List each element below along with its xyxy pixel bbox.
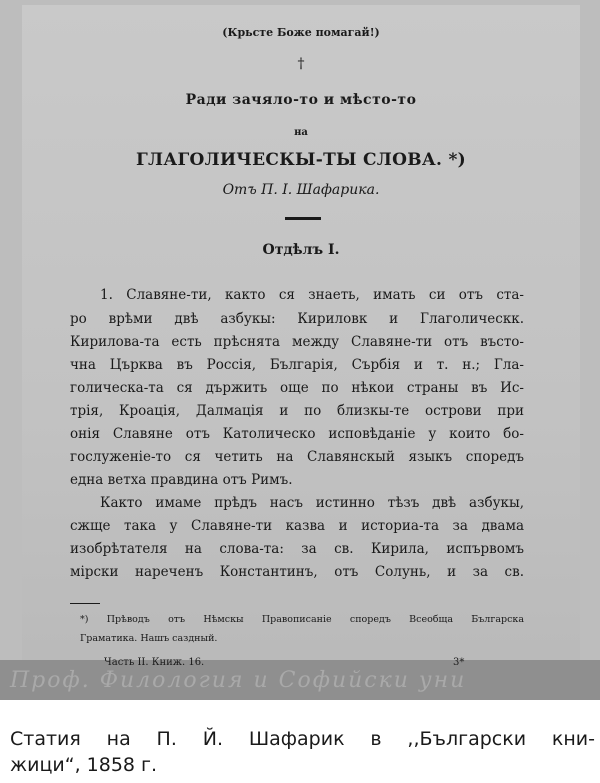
body-line: 1. Славяне-ти, както ся знаеть, имать си отъ ста- [100, 287, 524, 303]
body-line: сжще така у Славяне-ти казва и историа-та за двама [70, 518, 524, 534]
body-line: Кирилова-та есть прѣснята между Славяне-ти отъ въсто- [70, 334, 524, 350]
printer-signature: Часть II. Книж. 16. [104, 657, 205, 668]
body-line: онія Славяне отъ Католическо исповѣданіе у които бо- [70, 426, 524, 442]
article-title-connector: на [294, 127, 308, 138]
body-line: Както имаме прѣдъ насъ истинно тѣзъ двѣ азбукы, [100, 495, 524, 511]
cross-symbol: † [297, 56, 305, 72]
body-line: мірски нареченъ Константинъ, отъ Солунь, и за св. [70, 564, 524, 580]
body-line: гослуженіе-то ся четить на Славянскый языкъ споредъ [70, 449, 524, 465]
signature-mark: 3* [453, 657, 465, 668]
body-line: изобрѣтателя на слова-та: за св. Кирила, испървомъ [70, 541, 524, 557]
figure-caption-line1: Статия на П. Й. Шафарик в ,,Български кни- [10, 728, 595, 750]
body-line: ро врѣми двѣ азбукы: Кириловк и Глаголическк. [70, 311, 524, 327]
motto: (Крьсте Боже помагай!) [222, 26, 380, 39]
article-title-line1: Ради зачяло-то и мѣсто-то [185, 92, 417, 108]
body-line: трія, Кроація, Далмація и по близкы-те острови при [70, 403, 524, 419]
footnote-line: *) Прѣводъ отъ Нѣмскы Правописаніе споредъ Всеобща Българска [80, 614, 524, 625]
body-line: чна Църква въ Россія, Българія, Сърбія и т. н.; Гла- [70, 357, 524, 373]
body-line: голическа-та ся държить още по нѣкои страны въ Ис- [70, 380, 524, 396]
title-divider [285, 217, 321, 220]
article-title-line2: ГЛАГОЛИЧЕСКЫ-ТЫ СЛОВА. *) [135, 150, 467, 170]
footnote-line: Граматика. Нашъ саздный. [80, 633, 218, 644]
body-line: една ветха правдина отъ Римъ. [70, 472, 293, 488]
figure-caption-line2: жици“, 1858 г. [10, 754, 158, 776]
footnote-divider [70, 603, 100, 604]
article-author: Отъ П. I. Шафарика. [222, 182, 380, 198]
section-heading: Отдѣлъ I. [262, 242, 340, 258]
library-stamp: Проф. Филология и Софийски уни [10, 668, 467, 693]
